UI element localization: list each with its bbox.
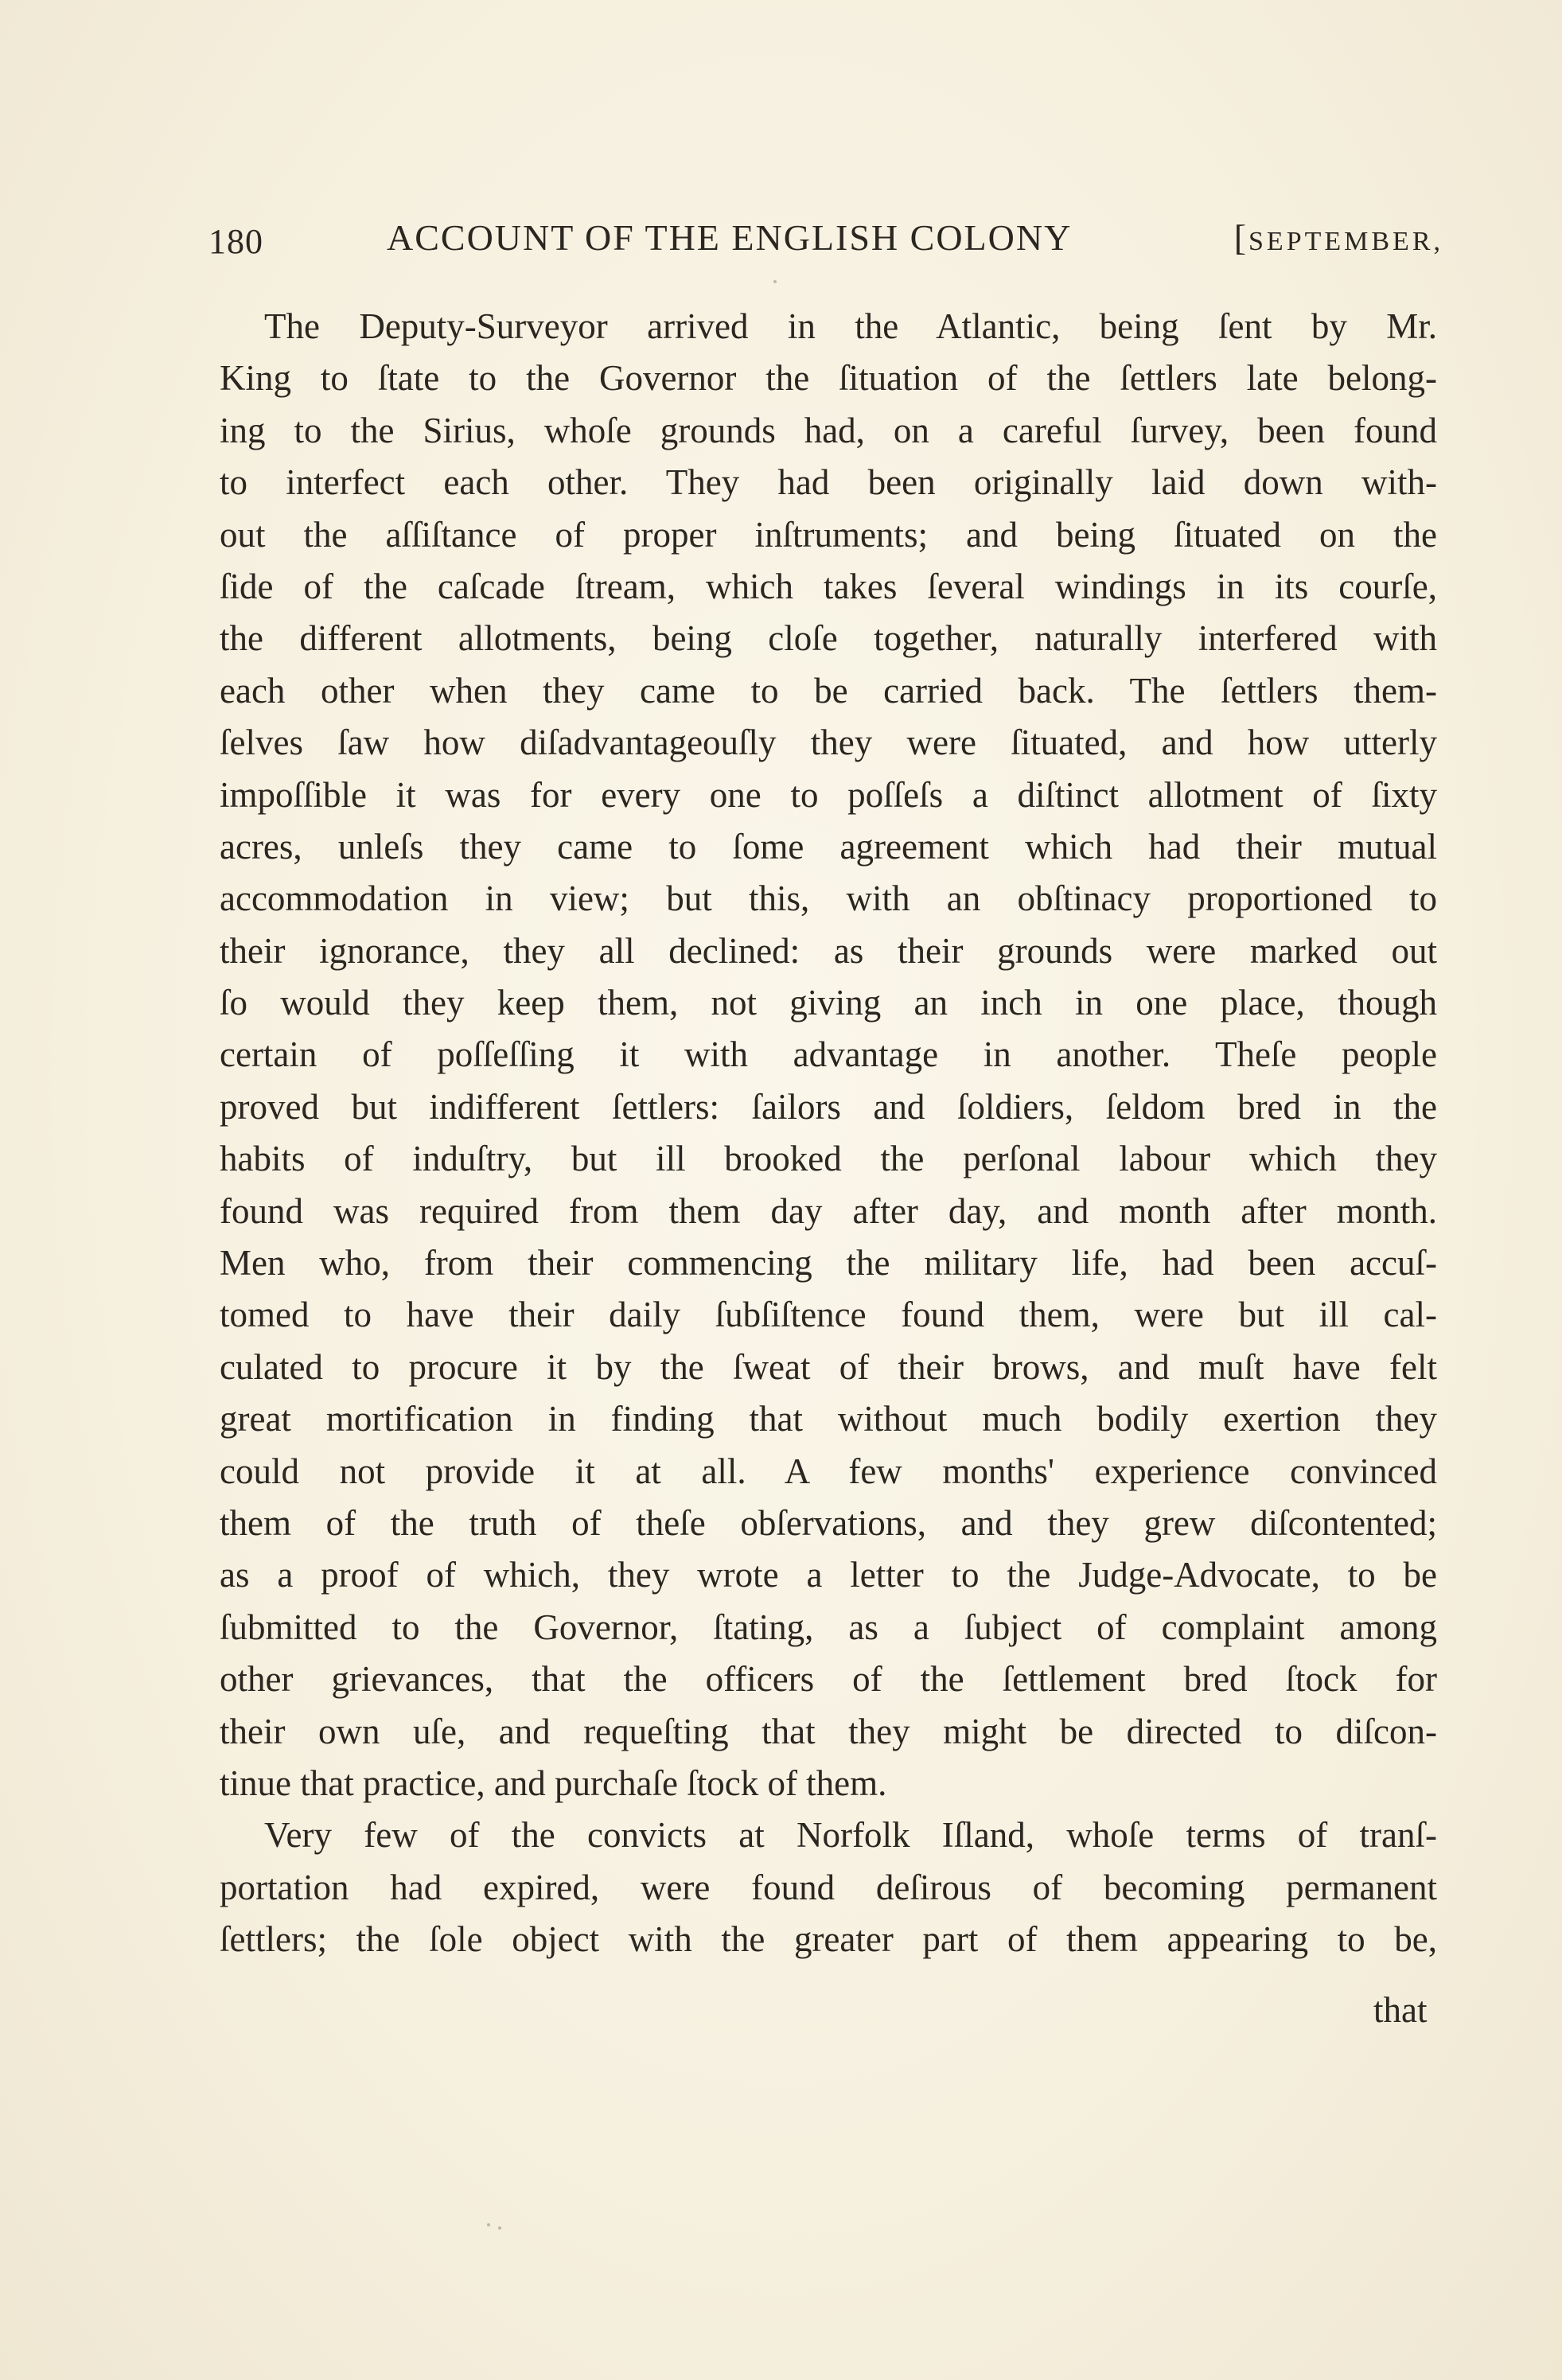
text-line: their ignorance, they all declined: as their grounds were marked out bbox=[220, 930, 1437, 971]
text-line: as a proof of which, they wrote a letter to the Judge-Advocate, to be bbox=[220, 1555, 1437, 1595]
text-line: to interfect each other. They had been originally laid down with- bbox=[220, 462, 1437, 503]
text-line: other grievances, that the officers of the ſettlement bred ſtock for bbox=[220, 1659, 1437, 1700]
paper-speck bbox=[498, 2226, 501, 2230]
text-line: tomed to have their daily ſubſiſtence found them, were but ill cal- bbox=[220, 1295, 1437, 1335]
text-line: could not provide it at all. A few months' experience convinced bbox=[220, 1451, 1437, 1491]
running-title: ACCOUNT OF THE ENGLISH COLONY bbox=[387, 217, 1073, 258]
text-line: King to ſtate to the Governor the ſituation of the ſettlers late belong- bbox=[220, 358, 1437, 399]
date-text: SEPTEMBER, bbox=[1248, 227, 1443, 256]
text-line: portation had expired, were found deſirous of becoming permanent bbox=[220, 1867, 1437, 1907]
text-line: out the aſſiſtance of proper inſtruments; and being ſituated on the bbox=[220, 514, 1437, 555]
text-line: impoſſible it was for every one to poſſeſs a diſtinct allotment of ſixty bbox=[220, 774, 1437, 815]
running-date bbox=[1234, 216, 1443, 259]
date-bracket: [ bbox=[1233, 217, 1249, 258]
text-line: their own uſe, and requeſting that they might be directed to diſcon- bbox=[220, 1711, 1437, 1751]
text-line: ſelves ſaw how diſadvantageouſly they were ſituated, and how utterly bbox=[220, 723, 1437, 763]
text-line: proved but indifferent ſettlers: ſailors and ſoldiers, ſeldom bred in the bbox=[220, 1086, 1437, 1127]
text-line: acres, unleſs they came to ſome agreement which had their mutual bbox=[220, 826, 1437, 867]
text-line: ſubmitted to the Governor, ſtating, as a ſubject of complaint among bbox=[220, 1607, 1437, 1647]
text-line: great mortification in finding that without much bodily exertion they bbox=[220, 1399, 1437, 1439]
text-line: tinue that practice, and purchaſe ſtock of them. bbox=[220, 1763, 887, 1803]
text-line: culated to procure it by the ſweat of their brows, and muſt have felt bbox=[220, 1346, 1437, 1387]
text-line: ing to the Sirius, whoſe grounds had, on a careful ſurvey, been found bbox=[220, 410, 1437, 450]
paper-speck bbox=[773, 280, 777, 283]
text-line: certain of poſſeſſing it with advantage in another. Theſe people bbox=[220, 1034, 1437, 1075]
paper-speck bbox=[487, 2223, 490, 2226]
text-line: found was required from them day after day, and month after month. bbox=[220, 1190, 1437, 1231]
page-number: 180 bbox=[208, 222, 263, 261]
text-line: them of the truth of theſe obſervations, and they grew diſcontented; bbox=[220, 1502, 1437, 1543]
text-line: Men who, from their commencing the military life, had been accuſ- bbox=[220, 1243, 1437, 1283]
text-line: accommodation in view; but this, with an obſtinacy proportioned to bbox=[220, 878, 1437, 919]
text-line: habits of induſtry, but ill brooked the perſonal labour which they bbox=[220, 1139, 1437, 1179]
body-text bbox=[220, 301, 1437, 1966]
page-header bbox=[208, 216, 1443, 264]
text-line: ſettlers; the ſole object with the greater part of them appearing to be, bbox=[220, 1919, 1437, 1960]
text-line: each other when they came to be carried back. The ſettlers them- bbox=[220, 670, 1437, 711]
text-line: the different allotments, being cloſe together, naturally interfered with bbox=[220, 618, 1437, 659]
catchword: that bbox=[1373, 1990, 1428, 2030]
text-line: The Deputy-Surveyor arrived in the Atlantic, being ſent by Mr. bbox=[264, 306, 1437, 346]
text-line: ſo would they keep them, not giving an inch in one place, though bbox=[220, 983, 1437, 1023]
text-line: Very few of the convicts at Norfolk Iſland, whoſe terms of tranſ- bbox=[264, 1815, 1437, 1856]
text-line: ſide of the caſcade ſtream, which takes ſeveral windings in its courſe, bbox=[220, 566, 1437, 606]
